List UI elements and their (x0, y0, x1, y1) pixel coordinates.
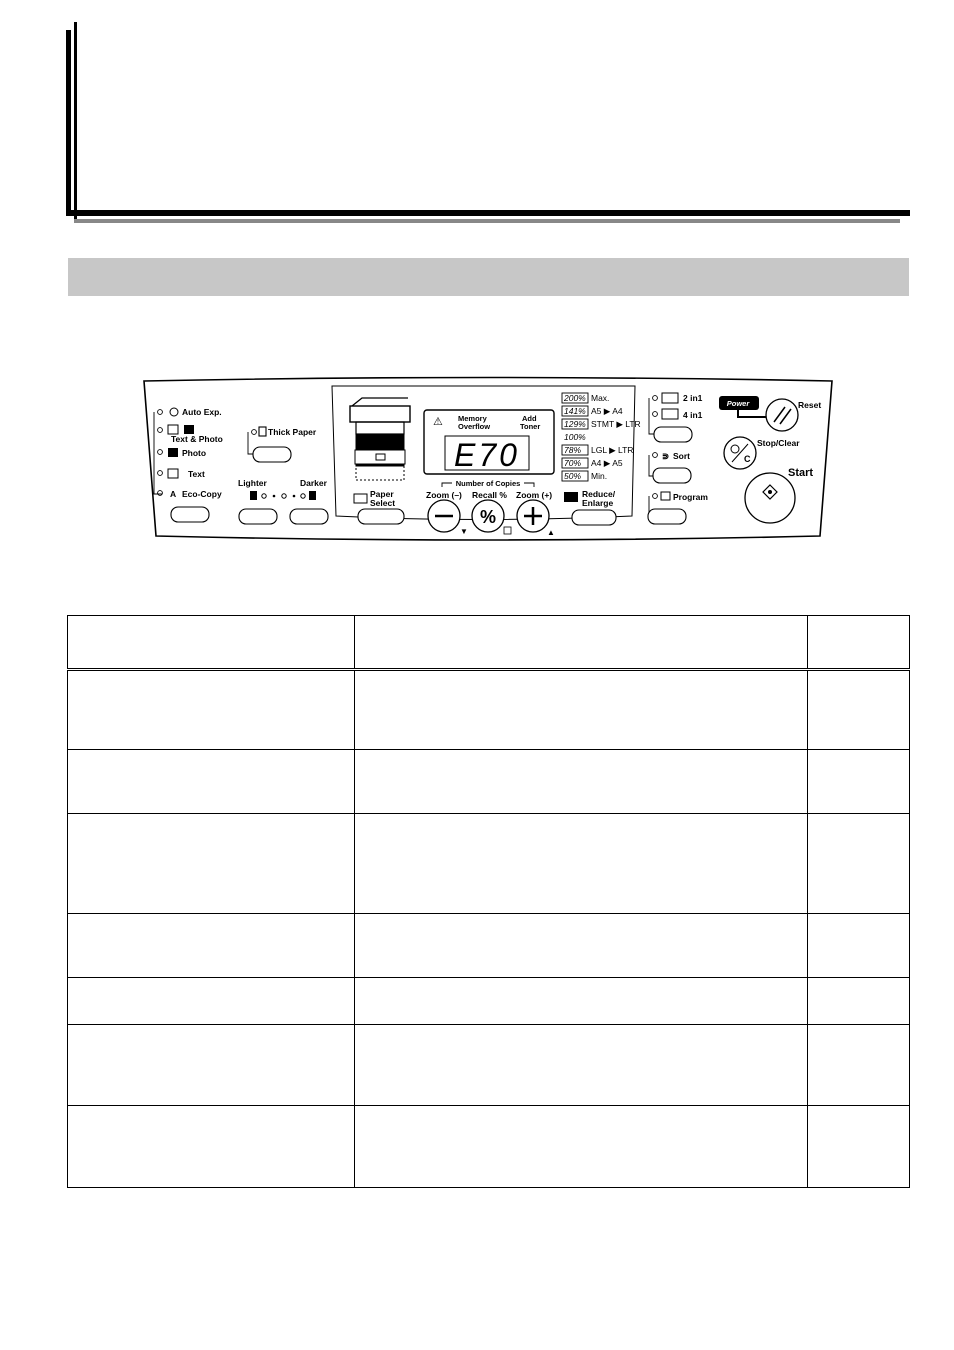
thick-paper-label: Thick Paper (268, 427, 317, 437)
percent-symbol: % (479, 507, 497, 527)
table-row (68, 1106, 910, 1188)
reduce-enlarge-label-2: Enlarge (582, 498, 614, 508)
memory-overflow-icon: ⚠ (433, 416, 443, 428)
plus-button[interactable] (517, 500, 549, 532)
text-label: Text (188, 469, 205, 479)
sort-icon: ⋑ (662, 451, 670, 461)
table-header-cell (808, 616, 910, 670)
zoom-ratio-pct: 70% (564, 458, 582, 468)
eco-copy-icon: A (170, 489, 177, 499)
paper-select-button[interactable] (358, 509, 404, 524)
table-row (68, 670, 910, 750)
table-header-row (68, 616, 910, 670)
zoom-ratio-label: LGL ▶ LTR (591, 445, 634, 455)
reduce-enlarge-label-1: Reduce/ (582, 489, 616, 499)
thick-paper-button[interactable] (253, 447, 291, 462)
start-button[interactable] (745, 473, 795, 523)
table-row (68, 750, 910, 814)
stop-clear-label: Stop/Clear (757, 438, 800, 448)
program-label: Program (673, 492, 708, 502)
number-of-copies-label: Number of Copies (455, 479, 521, 488)
zoom-plus-label: Zoom (+) (516, 490, 553, 500)
zoom-ratio-pct: 78% (564, 445, 582, 455)
zoom-ratio-pct: 141% (564, 406, 586, 416)
program-button[interactable] (648, 509, 686, 524)
operation-panel (140, 376, 840, 548)
stop-clear-button[interactable] (724, 437, 756, 469)
table-header-cell (68, 616, 355, 670)
description-table (67, 615, 910, 1188)
zoom-ratio-pct: 50% (564, 471, 582, 481)
zoom-ratio-label: Max. (591, 393, 610, 403)
lighter-button[interactable] (239, 509, 277, 524)
reset-button[interactable] (766, 399, 798, 431)
display-readout: E70 (454, 437, 520, 473)
reduce-enlarge-icon (564, 492, 578, 502)
power-label: Power (726, 399, 750, 408)
lighter-label: Lighter (238, 478, 267, 488)
memory-overflow-label-2: Overflow (458, 422, 491, 431)
two-in-one-label: 2 in1 (683, 393, 703, 403)
start-label: Start (788, 467, 814, 479)
text-photo-label: Text & Photo (171, 434, 223, 444)
clear-c-label: C (744, 454, 751, 464)
add-toner-label-2: Toner (520, 422, 541, 431)
darker-label: Darker (300, 478, 327, 488)
four-in-one-label: 4 in1 (683, 410, 703, 420)
exposure-mode-button[interactable] (171, 507, 209, 522)
zoom-ratio-pct: 129% (564, 419, 586, 429)
zoom-ratio-label: A4 ▶ A5 (591, 458, 623, 468)
sort-button[interactable] (653, 468, 691, 483)
zoom-ratio-pct: 200% (564, 393, 586, 403)
photo-icon (168, 448, 178, 457)
zoom-ratio-label: Min. (591, 471, 608, 481)
auto-exp-label: Auto Exp. (182, 407, 222, 417)
down-arrow-icon: ▼ (460, 527, 468, 536)
header-rule-vertical (66, 30, 71, 216)
sort-label: Sort (673, 451, 690, 461)
section-heading-band (68, 258, 909, 296)
table-row (68, 814, 910, 914)
eco-copy-label: Eco-Copy (182, 489, 222, 499)
table-row (68, 1025, 910, 1106)
zoom-minus-label: Zoom (–) (426, 490, 462, 500)
zoom-ratio-pct: 100% (564, 432, 586, 442)
header-rule-vertical-thin (74, 22, 77, 222)
header-rule-horizontal (66, 210, 910, 216)
reduce-enlarge-button[interactable] (572, 510, 616, 525)
table-header-cell (354, 616, 807, 670)
memory-overflow-label-1: Memory (458, 414, 487, 423)
recall-label: Recall % (472, 490, 507, 500)
table-row (68, 978, 910, 1025)
add-toner-label-1: Add (522, 414, 537, 423)
recall-button[interactable] (472, 500, 504, 532)
zoom-ratio-label: STMT ▶ LTR (591, 419, 641, 429)
header-rule-horizontal-shadow (74, 219, 900, 223)
paper-select-label-1: Paper (370, 489, 394, 499)
paper-select-label-2: Select (370, 498, 396, 508)
reset-label: Reset (798, 400, 822, 410)
minus-button[interactable] (428, 500, 460, 532)
table-row (68, 914, 910, 978)
zoom-ratio-label: A5 ▶ A4 (591, 406, 623, 416)
up-arrow-icon: ▲ (547, 528, 555, 537)
photo-label: Photo (182, 448, 207, 458)
layout-button[interactable] (654, 427, 692, 442)
darker-button[interactable] (290, 509, 328, 524)
